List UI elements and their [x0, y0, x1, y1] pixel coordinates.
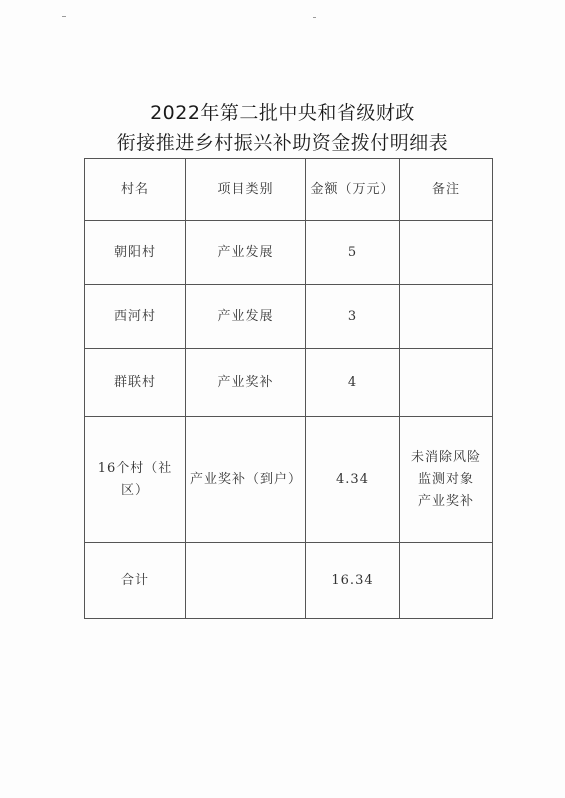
document-title-line-1: 2022年第二批中央和省级财政	[150, 102, 415, 124]
remark-line: 监测对象	[417, 471, 474, 487]
cell-amount: 4.34	[306, 417, 400, 543]
table-row	[85, 349, 493, 417]
remark-line: 产业奖补	[417, 493, 474, 509]
cell-total-label: 合计	[85, 543, 186, 619]
cell-total-remark	[400, 543, 493, 619]
header-remark: 备注	[400, 159, 493, 221]
cell-remark	[400, 285, 493, 349]
cell-village: 朝阳村	[85, 221, 186, 285]
header-village: 村名	[85, 159, 186, 221]
cell-remark	[400, 349, 493, 417]
cell-remark	[400, 417, 493, 543]
remark-line: 未消除风险	[410, 449, 481, 465]
cell-total-amount: 16.34	[306, 543, 400, 619]
cell-village: 西河村	[85, 285, 186, 349]
cell-amount: 3	[306, 285, 400, 349]
table-row	[85, 417, 493, 543]
allocation-table	[84, 158, 493, 619]
header-amount: 金额（万元）	[306, 159, 400, 221]
scan-mark	[62, 16, 66, 17]
cell-village: 16个村（社区）	[85, 417, 186, 543]
table-row	[85, 221, 493, 285]
table-row	[85, 285, 493, 349]
header-category: 项目类别	[186, 159, 306, 221]
cell-category: 产业发展	[186, 285, 306, 349]
cell-category: 产业奖补（到户）	[186, 417, 306, 543]
cell-amount: 4	[306, 349, 400, 417]
cell-remark	[400, 221, 493, 285]
cell-category: 产业发展	[186, 221, 306, 285]
cell-village: 群联村	[85, 349, 186, 417]
scan-mark	[313, 17, 316, 18]
cell-total-category	[186, 543, 306, 619]
cell-category: 产业奖补	[186, 349, 306, 417]
table-header-row	[85, 159, 493, 221]
cell-amount: 5	[306, 221, 400, 285]
table-total-row	[85, 543, 493, 619]
document-title-line-2: 衔接推进乡村振兴补助资金拨付明细表	[116, 132, 449, 154]
